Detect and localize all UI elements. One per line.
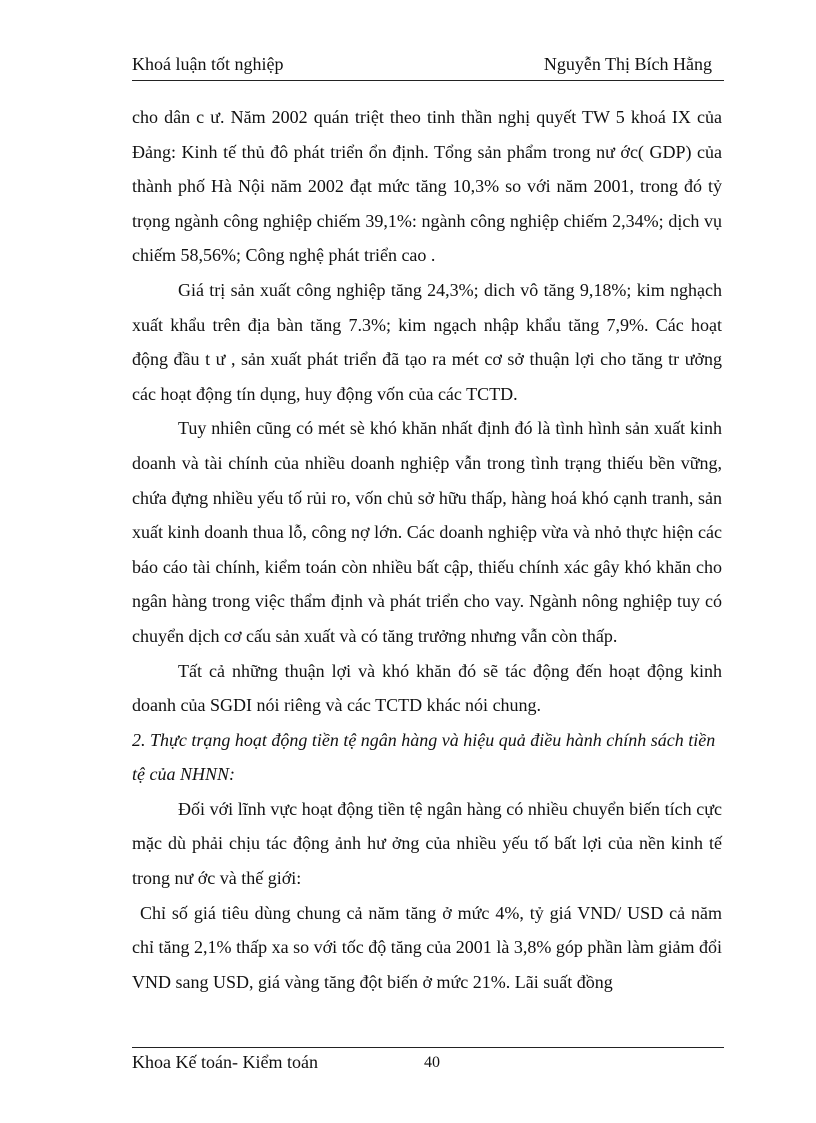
paragraph-difficulties: Tuy nhiên cũng có mét sè khó khăn nhất định đó là tình hình sản xuất kinh doanh và tài chính của nhiều doanh nghiệp vẫn trong tình trạng thiếu bền vững, chứa đựng nhiều yếu tố rủi ro, vốn chủ sở hữu thấp, hàng hoá khó cạnh tranh, sản xuất kinh doanh thua lỗ, công nợ lớn. Các doanh nghiệp vừa và nhỏ thực hiện các báo cáo tài chính, kiểm toán còn nhiều bất cập, thiếu chính xác gây khó khăn cho ngân hàng trong việc thẩm định và phát triển cho vay. Ngành nông nghiệp tuy có chuyển dịch cơ cấu sản xuất và có tăng trưởng nhưng vẫn còn thấp. [132, 418, 722, 646]
header-thesis-title: Khoá luận tốt nghiệp [132, 54, 284, 74]
footer-faculty: Khoa Kế toán- Kiểm toán [132, 1052, 318, 1072]
section-heading: 2. Thực trạng hoạt động tiền tệ ngân hàng và hiệu quả điều hành chính sách tiền tệ của NHNN: [132, 729, 716, 785]
paragraph-impact: Tất cả những thuận lợi và khó khăn đó sẽ tác động đến hoạt động kinh doanh của SGDI nói riêng và các TCTD khác nói chung. [132, 660, 722, 716]
paragraph-cpi: Chỉ số giá tiêu dùng chung cả năm tăng ở mức 4%, tỷ giá VND/ USD cả năm chỉ tăng 2,1% thấp xa so với tốc độ tăng của 2001 là 3,8% góp phần làm giảm đổi VND sang USD, giá vàng tăng đột biến ở mức 21%. Lãi suất đồng [132, 902, 722, 992]
page-header [132, 52, 724, 81]
paragraph-industry-value: Giá trị sản xuất công nghiệp tăng 24,3%; dich vô tăng 9,18%; kim nghạch xuất khẩu trên địa bàn tăng 7.3%; kim ngạch nhập khẩu tăng 7,9%. Các hoạt động đầu t ư , sản xuất phát triển đã tạo ra mét cơ sở thuận lợi cho tăng tr ưởng các hoạt động tín dụng, huy động vốn của các TCTD. [132, 279, 722, 404]
header-author-name: Nguyễn Thị Bích Hằng [543, 54, 712, 74]
paragraph-gdp: cho dân c ư. Năm 2002 quán triệt theo tinh thần nghị quyết TW 5 khoá IX của Đảng: Kinh tế thủ đô phát triển ổn định. Tổng sản phẩm trong nư ớc( GDP) của thành phố Hà Nội năm 2002 đạt mức tăng 10,3% so với năm 2001, trong đó tỷ trọng ngành công nghiệp chiếm 39,1%: ngành công nghiệp chiếm 2,34%; dịch vụ chiếm 58,56%; Công nghệ phát triển cao . [132, 107, 722, 266]
paragraph-monetary-activity: Đối với lĩnh vực hoạt động tiền tệ ngân hàng có nhiều chuyển biến tích cực mặc dù phải chịu tác động ảnh hư ởng của nhiều yếu tố bất lợi của nền kinh tế trong nư ớc và thế giới: [132, 798, 722, 889]
page-number: 40 [424, 1054, 440, 1071]
body-content [132, 100, 722, 999]
page-footer [132, 1047, 724, 1078]
